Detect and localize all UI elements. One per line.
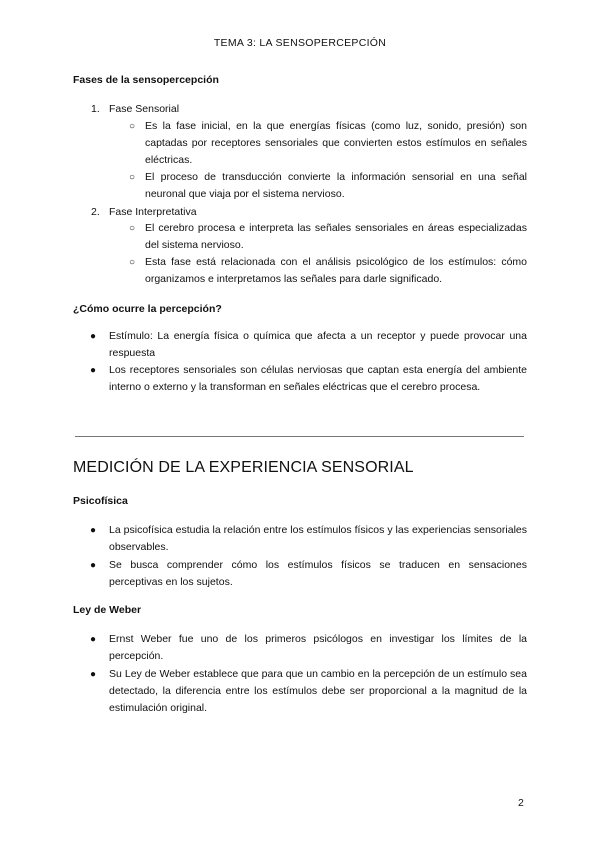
bullet-text: La psicofísica estudia la relación entre los estímulos físicos y las experiencias sensoriales observables. (109, 524, 527, 553)
heading-weber: Ley de Weber (73, 604, 142, 616)
filled-bullet-icon: ● (90, 365, 97, 376)
open-bullet-icon: ○ (129, 121, 136, 132)
list-item-sub-text: El proceso de transducción convierte la información sensorial en una señal neuronal que viaja por el sistema nervioso. (145, 171, 527, 200)
filled-bullet-icon: ● (90, 560, 97, 571)
filled-bullet-icon: ● (90, 669, 97, 680)
list-item-sub-text: Es la fase inicial, en la que energías físicas (como luz, sonido, presión) son captadas por receptores sensoriales que convierten estos estímulos en señales eléctricas. (145, 120, 527, 166)
bullet-text: Los receptores sensoriales son células nerviosas que captan esta energía del ambiente interno o externo y la transforman en señales eléctricas que el cerebro procesa. (109, 364, 527, 393)
bullet-text: Su Ley de Weber establece que para que un cambio en la percepción de un estímulo sea detectado, la diferencia entre los estímulos debe ser proporcional a la magnitud de la estimulación original. (109, 668, 527, 714)
section-divider (75, 436, 524, 437)
filled-bullet-icon: ● (90, 331, 97, 342)
page-number: 2 (518, 797, 524, 809)
list-item-fase-interpretativa: Fase Interpretativa (109, 206, 197, 218)
bullet-text: Estímulo: La energía física o química que afecta a un receptor y puede provocar una respuesta (109, 330, 527, 359)
heading-psicofisica: Psicofísica (73, 495, 128, 507)
filled-bullet-icon: ● (90, 634, 97, 645)
open-bullet-icon: ○ (129, 257, 136, 268)
heading-medicion: MEDICIÓN DE LA EXPERIENCIA SENSORIAL (73, 459, 414, 476)
bullet-text: Se busca comprender cómo los estímulos físicos se traducen en sensaciones perceptivas en los sujetos. (109, 559, 527, 588)
open-bullet-icon: ○ (129, 223, 136, 234)
list-item-sub-text: El cerebro procesa e interpreta las señales sensoriales en áreas especializadas del sistema nervioso. (145, 222, 527, 251)
open-bullet-icon: ○ (129, 172, 136, 183)
list-item-sub-text: Esta fase está relacionada con el análisis psicológico de los estímulos: cómo organizamos e interpretamos las señales para darle significado. (145, 256, 527, 285)
list-item-fase-sensorial: Fase Sensorial (109, 103, 180, 115)
list-number-2: 2. (91, 206, 100, 218)
heading-percepcion: ¿Cómo ocurre la percepción? (73, 303, 222, 315)
list-number-1: 1. (91, 103, 100, 115)
filled-bullet-icon: ● (90, 525, 97, 536)
heading-fases: Fases de la sensopercepción (73, 74, 219, 86)
bullet-text: Ernst Weber fue uno de los primeros psicólogos en investigar los límites de la percepción. (109, 633, 527, 662)
page-header: TEMA 3: LA SENSOPERCEPCIÓN (213, 37, 387, 49)
